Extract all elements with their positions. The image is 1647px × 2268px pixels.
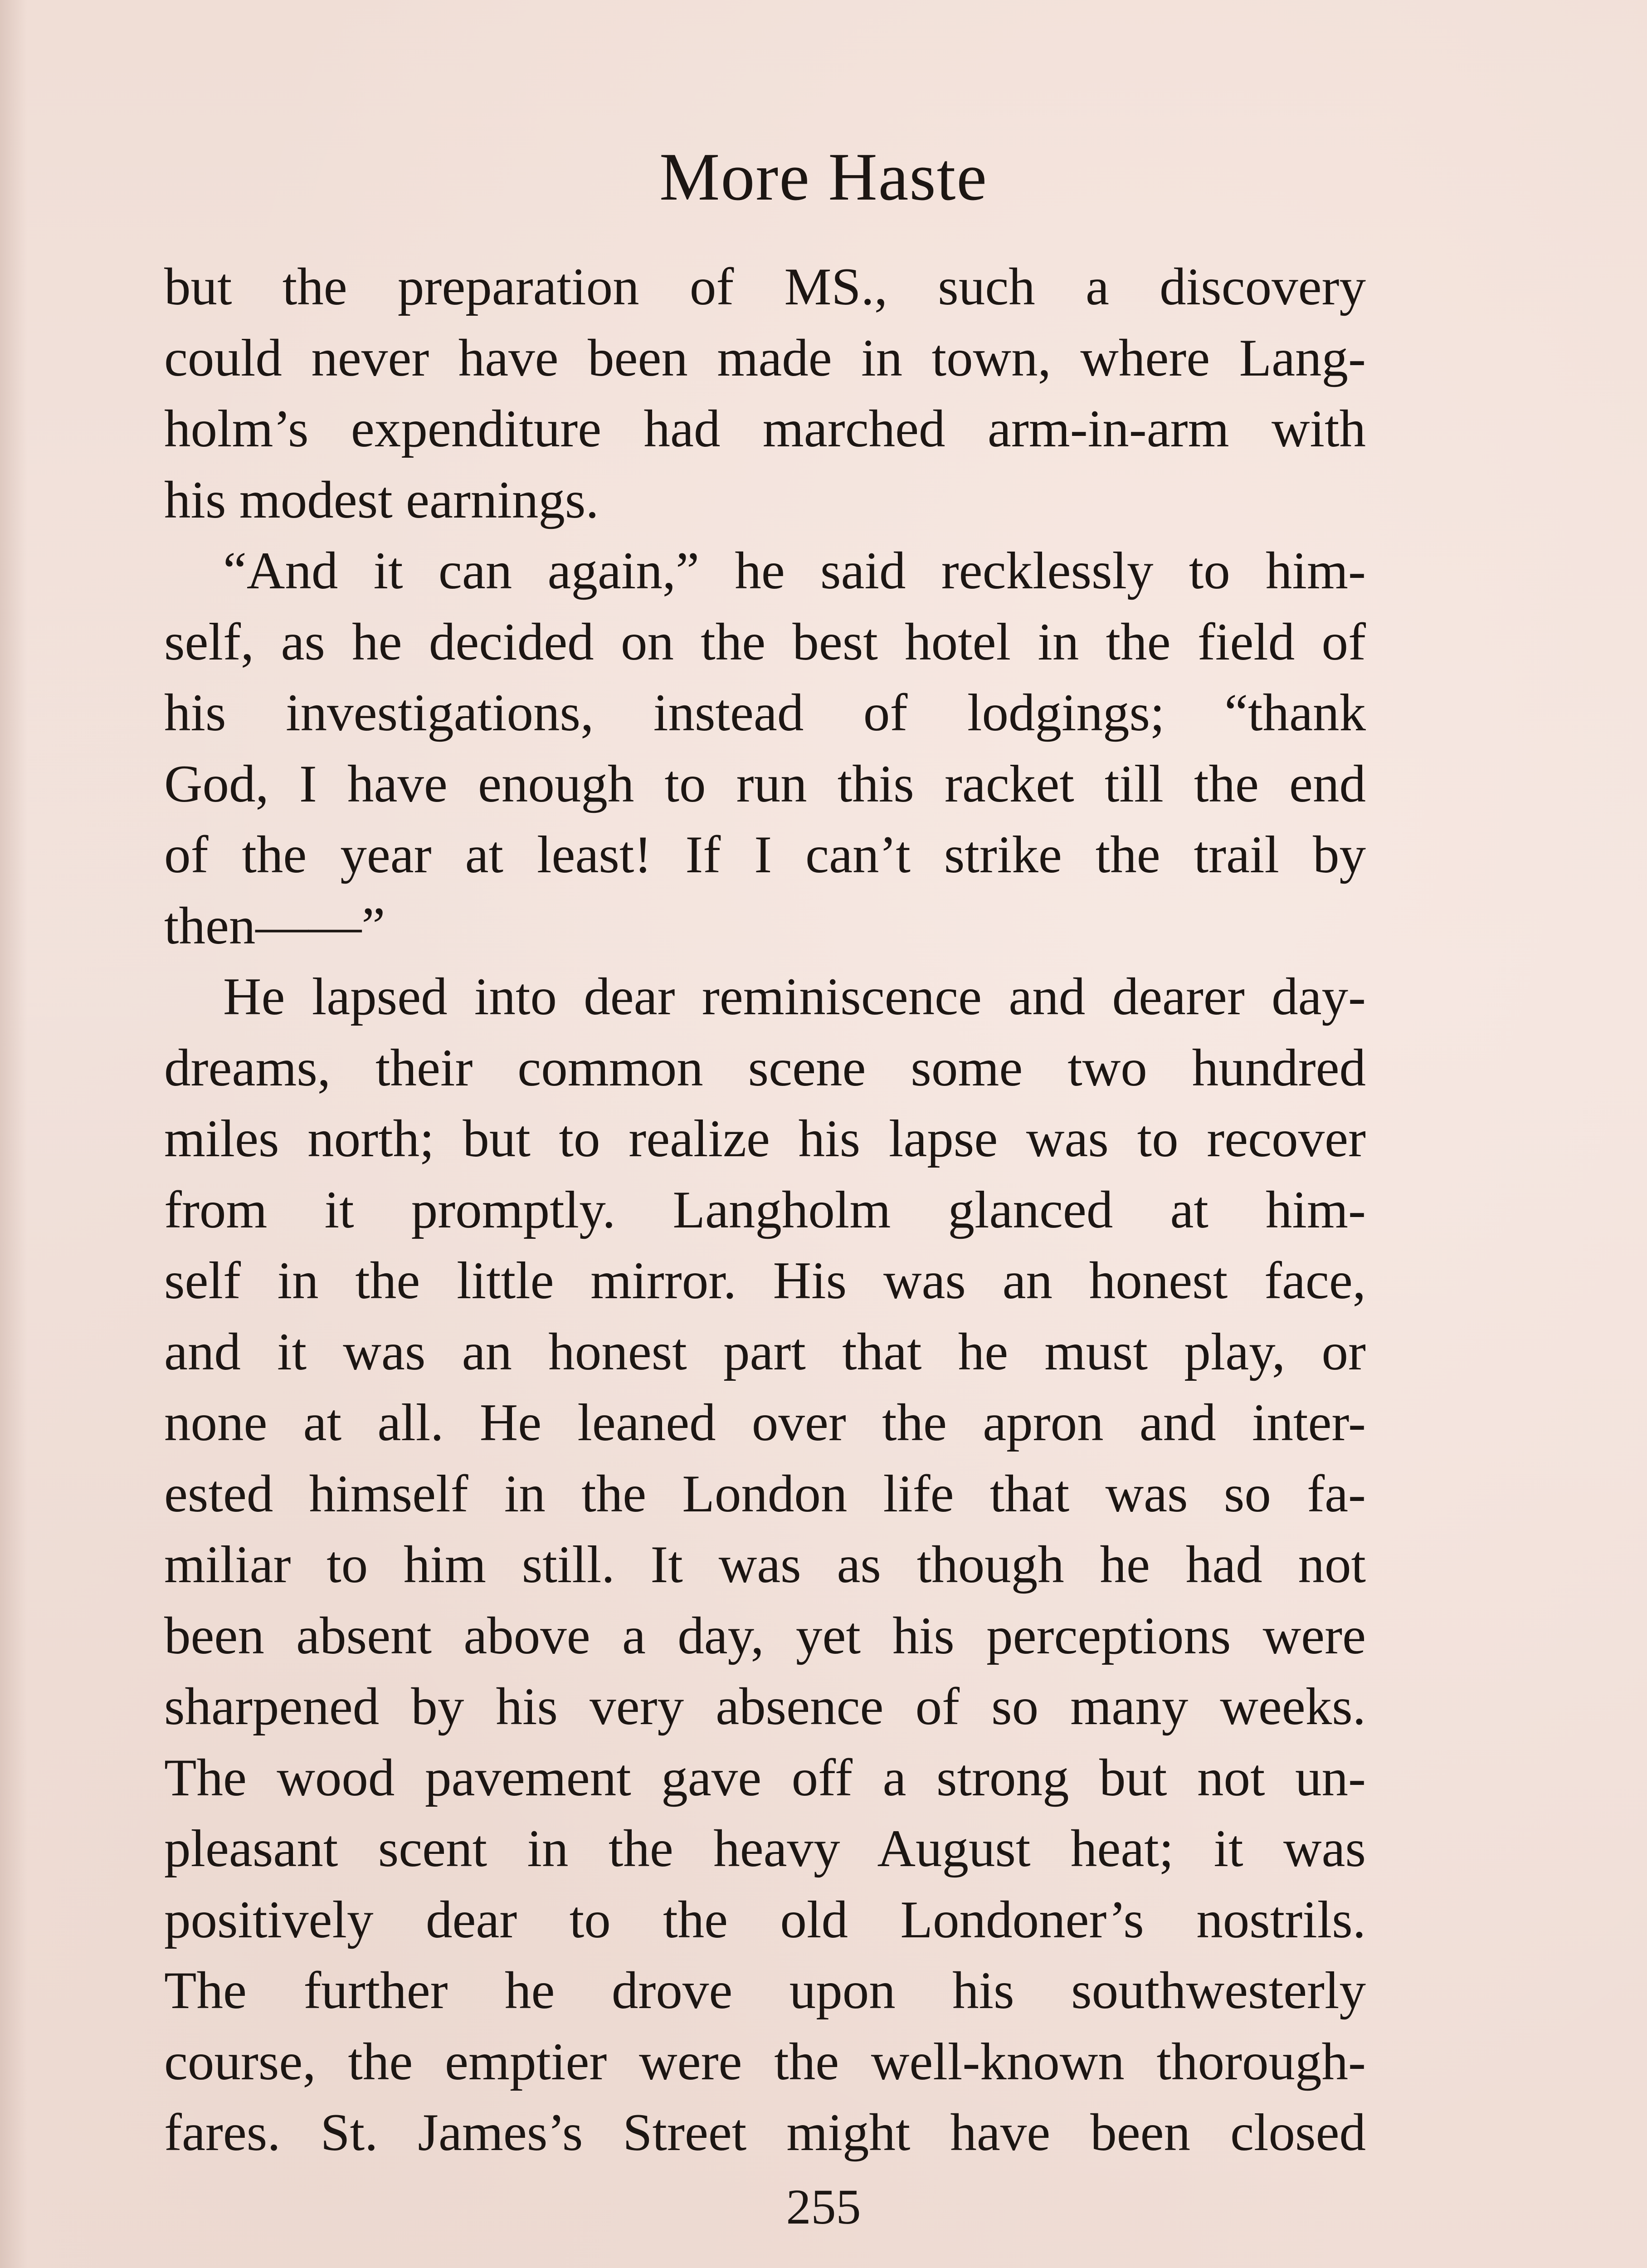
text-line: could never have been made in town, where Lang- [164, 328, 1366, 387]
text-line: holm’s expenditure had marched arm-in-arm with [164, 400, 1366, 458]
text-line: miles north; but to realize his lapse was to recover [164, 1110, 1366, 1168]
text-line: self, as he decided on the best hotel in the field of [164, 612, 1366, 671]
text-line: then——” [164, 896, 385, 955]
text-line: ested himself in the London life that was so fa- [164, 1464, 1366, 1523]
text-line: his modest earnings. [164, 470, 599, 529]
text-line: pleasant scent in the heavy August heat; it was [164, 1819, 1366, 1878]
text-line: fares. St. James’s Street might have been closed [164, 2103, 1366, 2162]
text-line: positively dear to the old Londoner’s nostrils. [164, 1890, 1366, 1949]
body-text [164, 252, 1366, 2169]
text-line: miliar to him still. It was as though he had not [164, 1535, 1366, 1594]
text-line: but the preparation of MS., such a discovery [164, 258, 1366, 316]
text-line: “And it can again,” he said recklessly to him- [223, 542, 1366, 600]
text-line: The further he drove upon his southwesterly [164, 1961, 1366, 2020]
page-edge-shadow [0, 0, 27, 2268]
text-line: self in the little mirror. His was an honest face, [164, 1251, 1366, 1310]
running-title: More Haste [659, 139, 988, 215]
text-line: and it was an honest part that he must play, or [164, 1322, 1366, 1381]
text-line: The wood pavement gave off a strong but not un- [164, 1748, 1366, 1807]
text-line: none at all. He leaned over the apron and inter- [164, 1393, 1366, 1452]
text-line: course, the emptier were the well-known thorough- [164, 2032, 1366, 2091]
page-number: 255 [786, 2179, 861, 2234]
text-line: God, I have enough to run this racket till the end [164, 754, 1366, 813]
text-line: dreams, their common scene some two hundred [164, 1038, 1366, 1097]
text-line: He lapsed into dear reminiscence and dearer day- [223, 968, 1366, 1026]
text-line: been absent above a day, yet his perceptions were [164, 1606, 1366, 1665]
text-line: sharpened by his very absence of so many weeks. [164, 1677, 1366, 1736]
text-line: from it promptly. Langholm glanced at him- [164, 1180, 1366, 1239]
text-line: of the year at least! If I can’t strike the trail by [164, 826, 1366, 884]
text-line: his investigations, instead of lodgings; “thank [164, 684, 1366, 742]
